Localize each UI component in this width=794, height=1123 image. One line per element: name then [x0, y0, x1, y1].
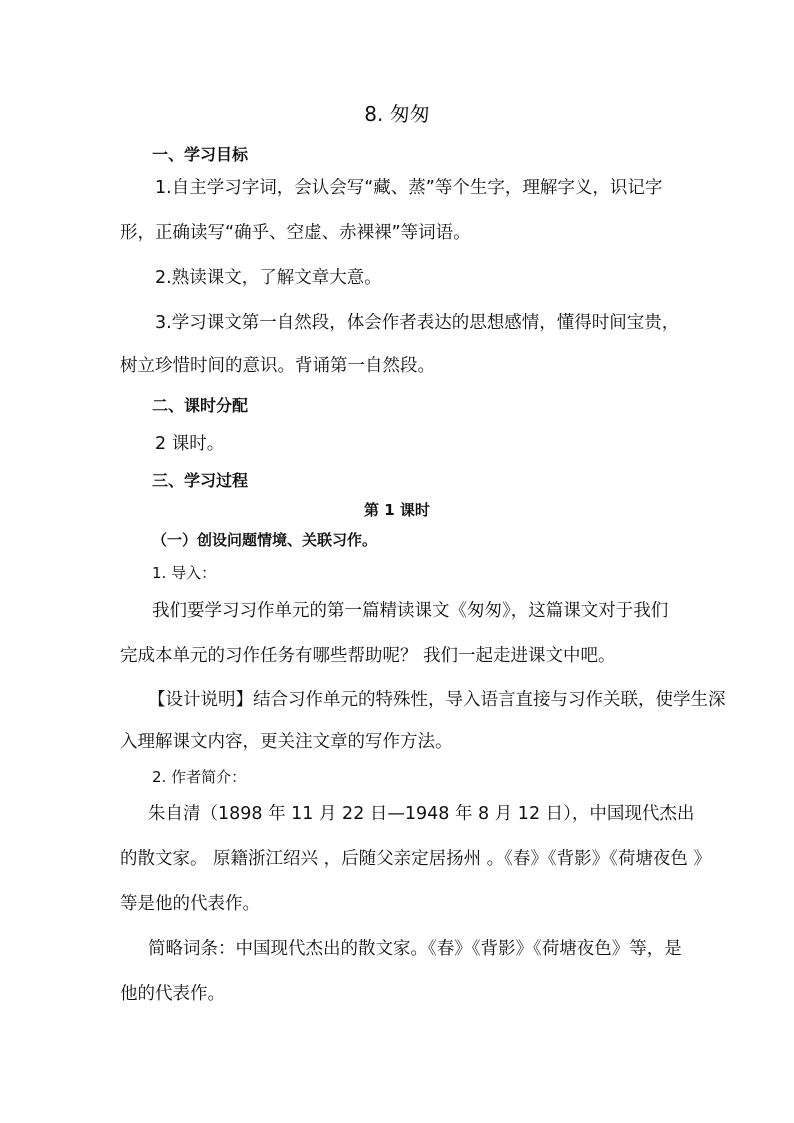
paragraph-line: 他的代表作。: [120, 984, 225, 1004]
design-note-line: 入理解课文内容，更关注文章的写作方法。: [120, 732, 453, 752]
section-heading-goals: 一、学习目标: [152, 145, 249, 164]
paragraph-line: 形，正确读写“确乎、空虚、赤裸裸”等词语。: [120, 223, 471, 243]
paragraph-line: 树立珍惜时间的意识。背诵第一自然段。: [120, 356, 435, 376]
paragraph-line: 朱自清（1898 年 11 月 22 日—1948 年 8 月 12 日），中国现代杰出: [148, 804, 695, 824]
paragraph-line: 简略词条：中国现代杰出的散文家。《春》《背影》《荷塘夜色》等，是: [148, 939, 682, 959]
document-title: 8. 匆匆: [364, 102, 430, 126]
section-heading-process: 三、学习过程: [152, 471, 249, 490]
paragraph-line: 1.自主学习字词，会认会写“藏、蒸”等个生字，理解字义，识记字: [155, 178, 663, 198]
lesson-heading: 第 1 课时: [364, 501, 430, 519]
list-item-label: 1. 导入：: [152, 564, 217, 582]
paragraph-line: 2 课时。: [155, 434, 225, 454]
paragraph-line: 完成本单元的习作任务有哪些帮助呢？ 我们一起走进课文中吧。: [120, 646, 616, 666]
paragraph-line: 3.学习课文第一自然段，体会作者表达的思想感情，懂得时间宝贵，: [155, 313, 680, 333]
subsection-heading: （一）创设问题情境、关联习作。: [152, 531, 378, 549]
paragraph-line: 等是他的代表作。: [120, 894, 260, 914]
list-item-label: 2. 作者简介：: [152, 768, 247, 786]
section-heading-periods: 二、课时分配: [152, 396, 249, 415]
paragraph-line: 的散文家。 原籍浙江绍兴 ，后随父亲定居扬州 。《春》《背影》《荷塘夜色 》: [120, 849, 711, 869]
paragraph-line: 我们要学习习作单元的第一篇精读课文《匆匆》，这篇课文对于我们: [152, 601, 669, 621]
paragraph-line: 2.熟读课文，了解文章大意。: [155, 268, 382, 288]
design-note-line: 【设计说明】结合习作单元的特殊性，导入语言直接与习作关联，使学生深: [148, 690, 726, 710]
